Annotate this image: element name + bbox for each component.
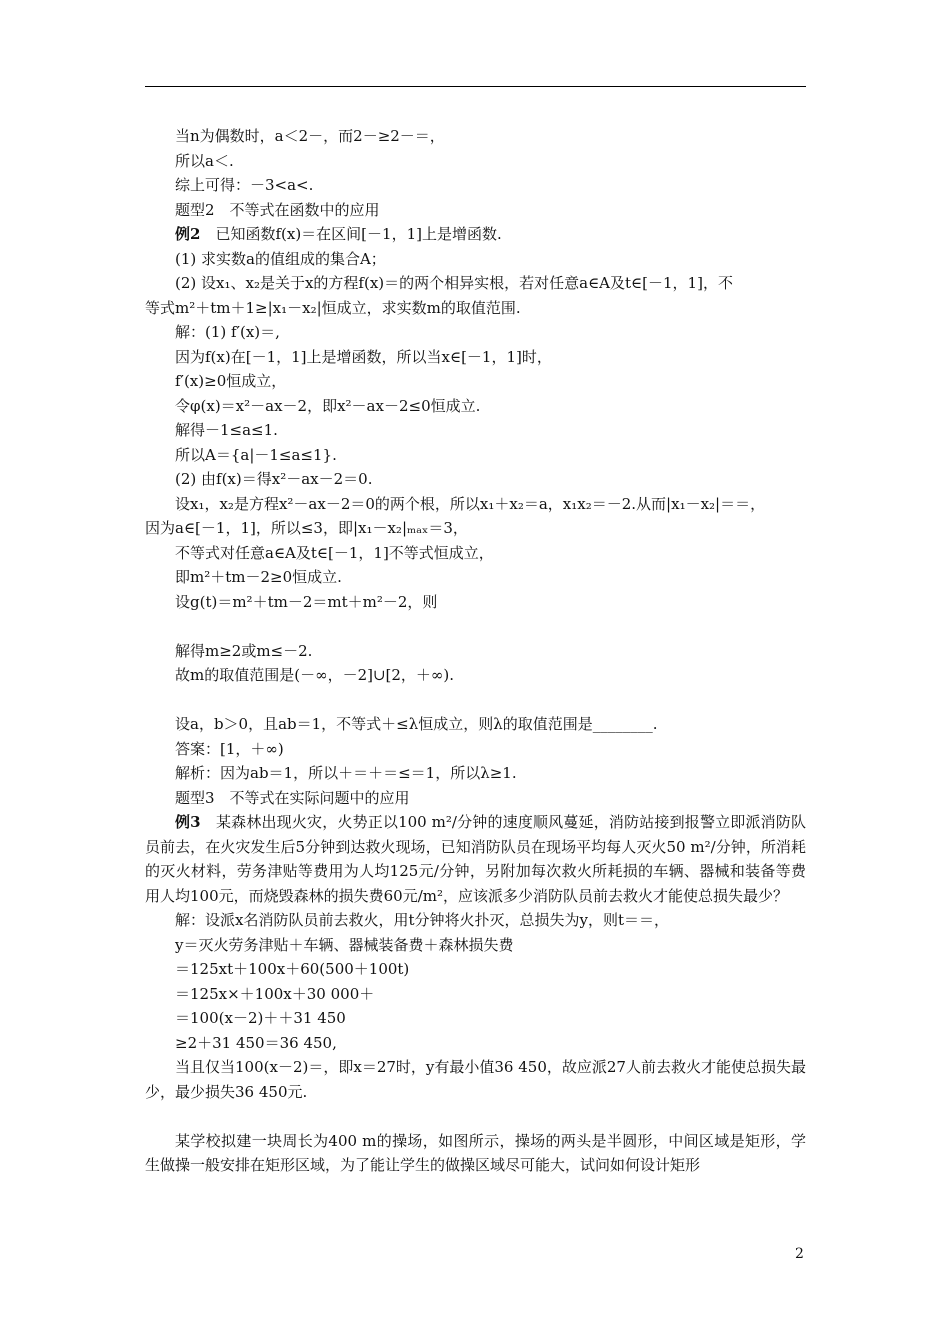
example-paragraph [145, 810, 806, 908]
text-line: (2) 设x₁、x₂是关于x的方程f(x)＝的两个相异实根，若对任意a∈A及t∈[－1，1]，不 [175, 274, 733, 292]
example-label: 例2 [175, 225, 201, 243]
text-line: ＝100(x－2)＋＋31 450 [175, 1009, 346, 1027]
text-line: 故m的取值范围是(－∞，－2]∪[2，＋∞). [175, 666, 455, 684]
text-line: (2) 由f(x)＝得x²－ax－2＝0. [175, 470, 373, 488]
text-line: ≥2＋31 450＝36 450, [175, 1033, 337, 1052]
text-line: 设a，b＞0，且ab＝1，不等式＋≤λ恒成立，则λ的取值范围是________. [175, 715, 658, 733]
text-line: 因为a∈[－1，1]，所以≤3，即|x₁－x₂|ₘₐₓ＝3， [145, 519, 468, 537]
text-line: 所以A＝{a|－1≤a≤1}. [175, 445, 337, 464]
text-line: 设x₁，x₂是方程x²－ax－2＝0的两个根，所以x₁＋x₂＝a，x₁x₂＝－2.从而|x₁－x₂|＝＝， [175, 494, 766, 513]
text-line: 解：设派x名消防队员前去救火，用t分钟将火扑灭，总损失为y，则t＝＝， [175, 911, 669, 929]
text-line: 当n为偶数时，a＜2－，而2－≥2－＝， [175, 127, 445, 145]
text-line: 解得－1≤a≤1. [175, 421, 278, 439]
text-line: 不等式对任意a∈A及t∈[－1，1]不等式恒成立， [175, 543, 494, 562]
example-statement [145, 222, 806, 247]
text-line: (1) 求实数a的值组成的集合A； [175, 249, 386, 268]
text-line: y＝灭火劳务津贴＋车辆、器械装备费＋森林损失费 [175, 935, 514, 954]
text-line: 等式m²＋tm＋1≥|x₁－x₂|恒成立，求实数m的取值范围. [145, 298, 521, 317]
text-line: 因为f(x)在[－1，1]上是增函数，所以当x∈[－1，1]时， [175, 347, 552, 366]
section-heading: 题型2 不等式在函数中的应用 [175, 200, 380, 219]
paragraph-text: 某学校拟建一块周长为400 m的操场，如图所示，操场的两头是半圆形，中间区域是矩形，学生做操一般安排在矩形区域，为了能让学生的做操区域尽可能大，试问如何设计矩形 [145, 1131, 806, 1174]
paragraph-text: 当且仅当100(x－2)＝，即x＝27时，y有最小值36 450，故应派27人前去救火才能使总损失最少，最少损失36 450元. [145, 1058, 806, 1101]
problem-paragraph [145, 1129, 806, 1178]
text-line: 所以a＜. [175, 151, 234, 170]
header-rule [145, 86, 806, 87]
section-heading: 题型3 不等式在实际问题中的应用 [175, 788, 410, 807]
example-text: 已知函数f(x)＝在区间[－1，1]上是增函数. [215, 225, 502, 243]
text-line: 解析：因为ab＝1，所以＋＝＋＝≤＝1，所以λ≥1. [175, 764, 517, 782]
conclusion-paragraph [145, 1055, 806, 1104]
example-label: 例3 [175, 813, 201, 831]
text-line: f′(x)≥0恒成立， [175, 372, 287, 390]
text-line: 解：(1) f′(x)＝, [175, 323, 280, 341]
text-line: 设g(t)＝m²＋tm－2＝mt＋m²－2，则 [175, 592, 438, 611]
document-body [145, 124, 806, 1178]
example-text: 某森林出现火灾，火势正以100 m²/分钟的速度顺风蔓延，消防站接到报警立即派消防队员前去，在火灾发生后5分钟到达救火现场，已知消防队员在现场平均每人灭火50 m²/分钟，所消耗的灭火材料，劳务津贴等费用为人均125元/分钟，另附加每次救火所耗损的车辆、器械和装备等费用人均100元，而烧毁森林的损失费60元/m²，应该派多少消防队员前去救火才能使总损失最少？ [145, 813, 806, 905]
text-line: 解得m≥2或m≤－2. [175, 641, 313, 660]
text-line: ＝125x×＋100x＋30 000＋ [175, 984, 375, 1003]
answer-line: 答案：[1，＋∞) [175, 739, 284, 758]
text-line: 令φ(x)＝x²－ax－2，即x²－ax－2≤0恒成立. [175, 396, 481, 415]
text-line: 综上可得：－3<a<. [175, 176, 314, 194]
text-line: ＝125xt＋100x＋60(500＋100t) [175, 960, 410, 978]
text-line: 即m²＋tm－2≥0恒成立. [175, 568, 342, 586]
page-number: 2 [795, 1246, 804, 1262]
